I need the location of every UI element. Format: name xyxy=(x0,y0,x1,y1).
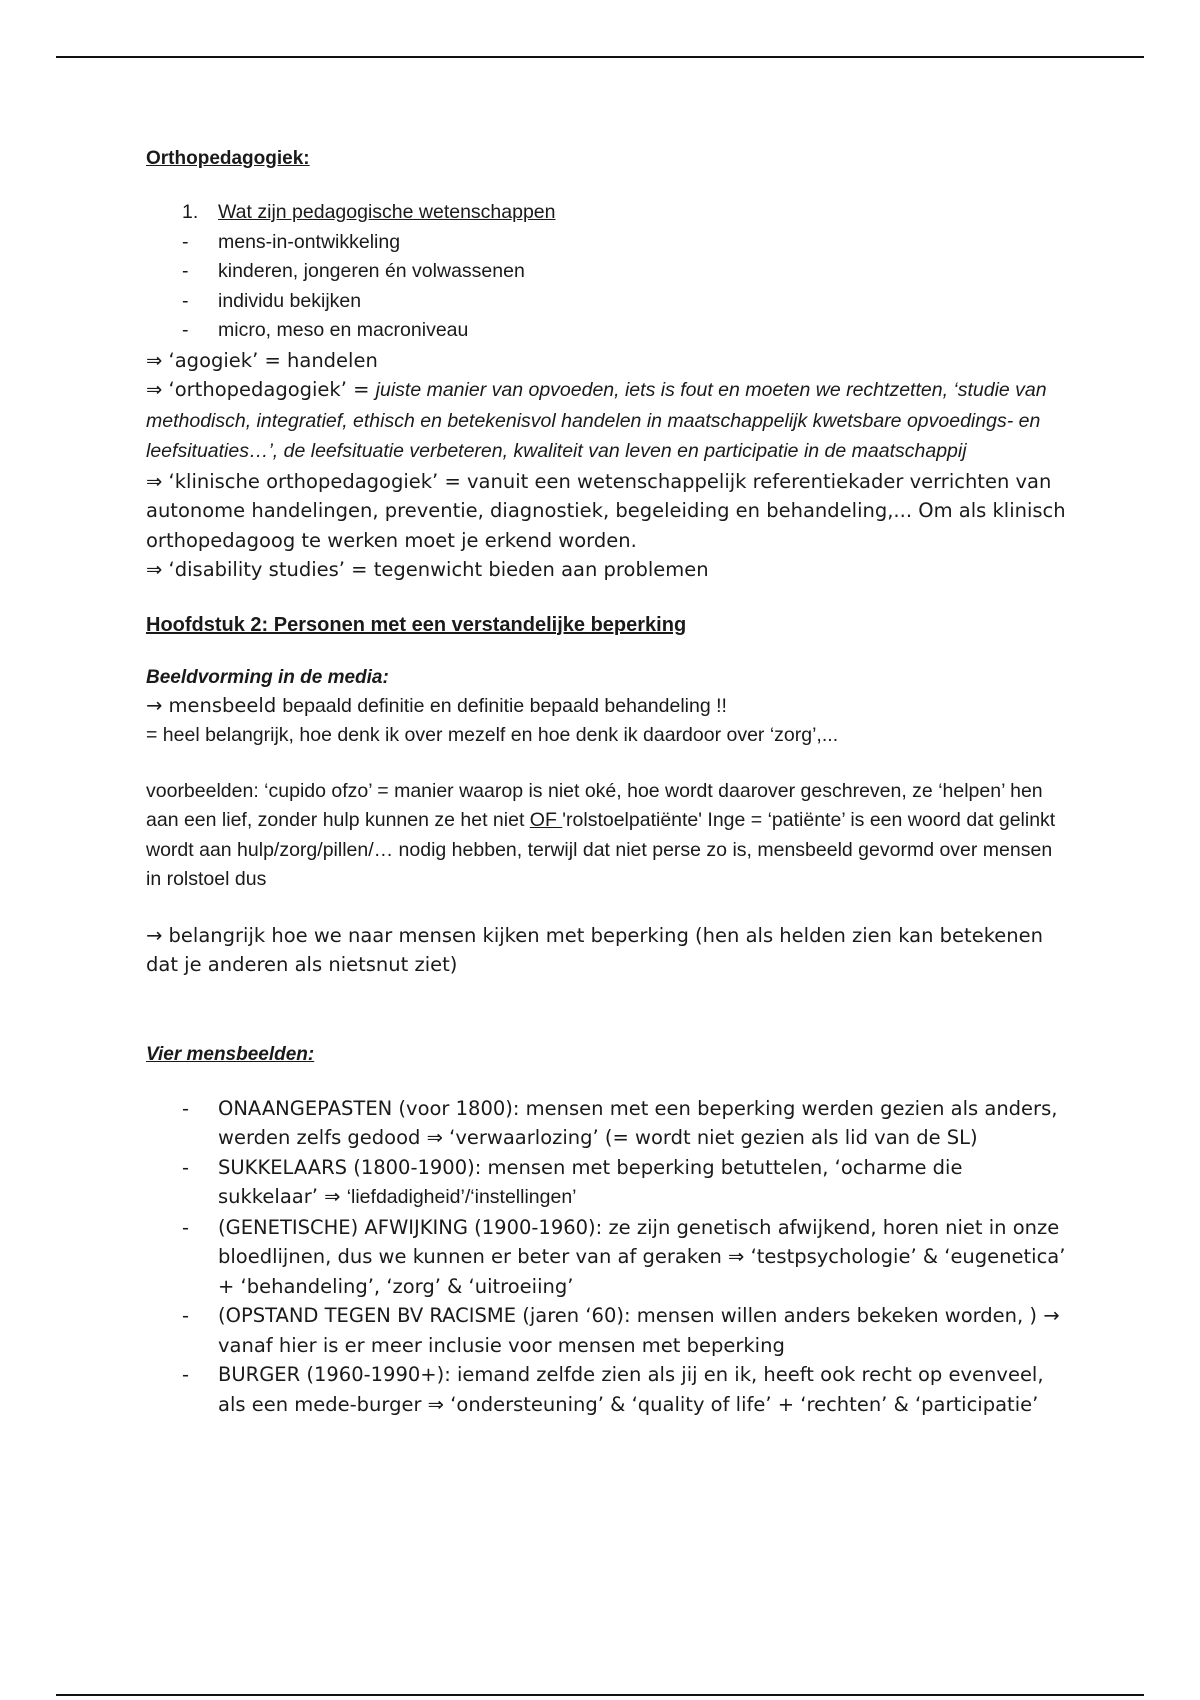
section1-heading-item xyxy=(146,198,1066,228)
voorbeelden-paragraph: voorbeelden: ‘cupido ofzo’ = manier waarop is niet oké, hoe wordt daarover geschreven, ze ‘helpen’ hen aan een lief, zonder hulp kunnen ze het niet OF 'rolstoelpatiënte' Inge = ‘patiënte’ is een woord dat gelinkt wordt aan hulp/zorg/pillen/… nodig hebben, terwijl dat niet perse zo is, mensbeeld gevormd over mensen in rolstoel dus xyxy=(146,779,1056,890)
media-line-2: = heel belangrijk, hoe denk ik over mezelf en hoe denk ik daardoor over ‘zorg’,... xyxy=(146,724,839,746)
bottom-rule xyxy=(56,1694,1144,1696)
vier-mensbeelden-heading: Vier mensbeelden: xyxy=(146,1043,315,1065)
mensbeelden-list xyxy=(146,1094,1066,1420)
bullet-dash: - xyxy=(182,260,189,282)
chapter-heading: Hoofdstuk 2: Personen met een verstandelijke beperking xyxy=(146,613,687,636)
belangrijk-paragraph: → belangrijk hoe we naar mensen kijken met beperking (hen als helden zien kan betekenen dat je anderen als nietsnut ziet) xyxy=(146,923,1043,976)
klinische-orthopedagogiek-definition: ⇒ ‘klinische orthopedagogiek’ = vanuit een wetenschappelijk referentiekader verrichten van autonome handelingen, preventie, diagnostiek, begeleiding en behandeling,... Om als klinisch orthopedagoog te werken moet je erkend worden. xyxy=(146,469,1066,552)
disability-studies-definition: ⇒ ‘disability studies’ = tegenwicht bieden aan problemen xyxy=(146,558,709,581)
bullet-dash: - xyxy=(182,1304,190,1327)
list-item: - kinderen, jongeren én volwassenen xyxy=(146,257,1066,287)
media-line-1: → mensbeeld bepaald definitie en definitie bepaald behandeling !! xyxy=(146,693,727,717)
list-item: - (OPSTAND TEGEN BV RACISME (jaren ‘60): mensen willen anders bekeken worden, ) → vanaf hier is er meer inclusie voor mensen met beperking xyxy=(146,1301,1066,1360)
top-rule xyxy=(56,56,1144,58)
bullet-dash: - xyxy=(182,289,189,312)
page-title: Orthopedagogiek: xyxy=(146,148,310,169)
bullet-dash: - xyxy=(182,1155,190,1179)
list-item: - ONAANGEPASTEN (voor 1800): mensen met een beperking werden gezien als anders, werden zelfs gedood ⇒ ‘verwaarlozing’ (= wordt niet gezien als lid van de SL) xyxy=(146,1094,1066,1153)
list-item: - (GENETISCHE) AFWIJKING (1900-1960): ze zijn genetisch afwijkend, horen niet in onze bloedlijnen, dus we kunnen er beter van af geraken ⇒ ‘testpsychologie’ & ‘eugenetica’ + ‘behandeling’, ‘zorg’ & ‘uitroeiing’ xyxy=(146,1213,1066,1302)
agogiek-definition: ⇒ ‘agogiek’ = handelen xyxy=(146,348,378,372)
bullet-dash: - xyxy=(182,230,189,253)
bullet-dash: - xyxy=(182,1363,190,1386)
section1-list xyxy=(146,198,1066,346)
page-content xyxy=(146,146,1066,1419)
orthopedagogiek-definition: ⇒ ‘orthopedagogiek’ = juiste manier van opvoeden, iets is fout en moeten we rechtzetten, ‘studie van methodisch, integratief, ethisch en betekenisvol handelen in maatschappelijk kwetsbare opvoedings- en leefsituaties…’, de leefsituatie verbeteren, kwaliteit van leven en participatie in de maatschappij xyxy=(146,378,1047,462)
list-item: - micro, meso en macroniveau xyxy=(146,316,1066,346)
section1-heading: Wat zijn pedagogische wetenschappen xyxy=(218,201,556,223)
bullet-dash: - xyxy=(182,1096,190,1120)
list-number: 1. xyxy=(182,201,199,223)
bullet-dash: - xyxy=(182,319,189,341)
media-heading: Beeldvorming in de media: xyxy=(146,666,389,688)
list-item: - BURGER (1960-1990+): iemand zelfde zien als jij en ik, heeft ook recht op evenveel, als een mede-burger ⇒ ‘ondersteuning’ & ‘quality of life’ + ‘rechten’ & ‘participatie’ xyxy=(146,1360,1066,1419)
list-item: - individu bekijken xyxy=(146,287,1066,317)
bullet-dash: - xyxy=(182,1215,190,1239)
list-item: - mens-in-ontwikkeling xyxy=(146,228,1066,258)
list-item: - SUKKELAARS (1800-1900): mensen met beperking betuttelen, ‘ocharme die sukkelaar’ ⇒ ‘liefdadigheid’/‘instellingen’ xyxy=(146,1153,1066,1213)
